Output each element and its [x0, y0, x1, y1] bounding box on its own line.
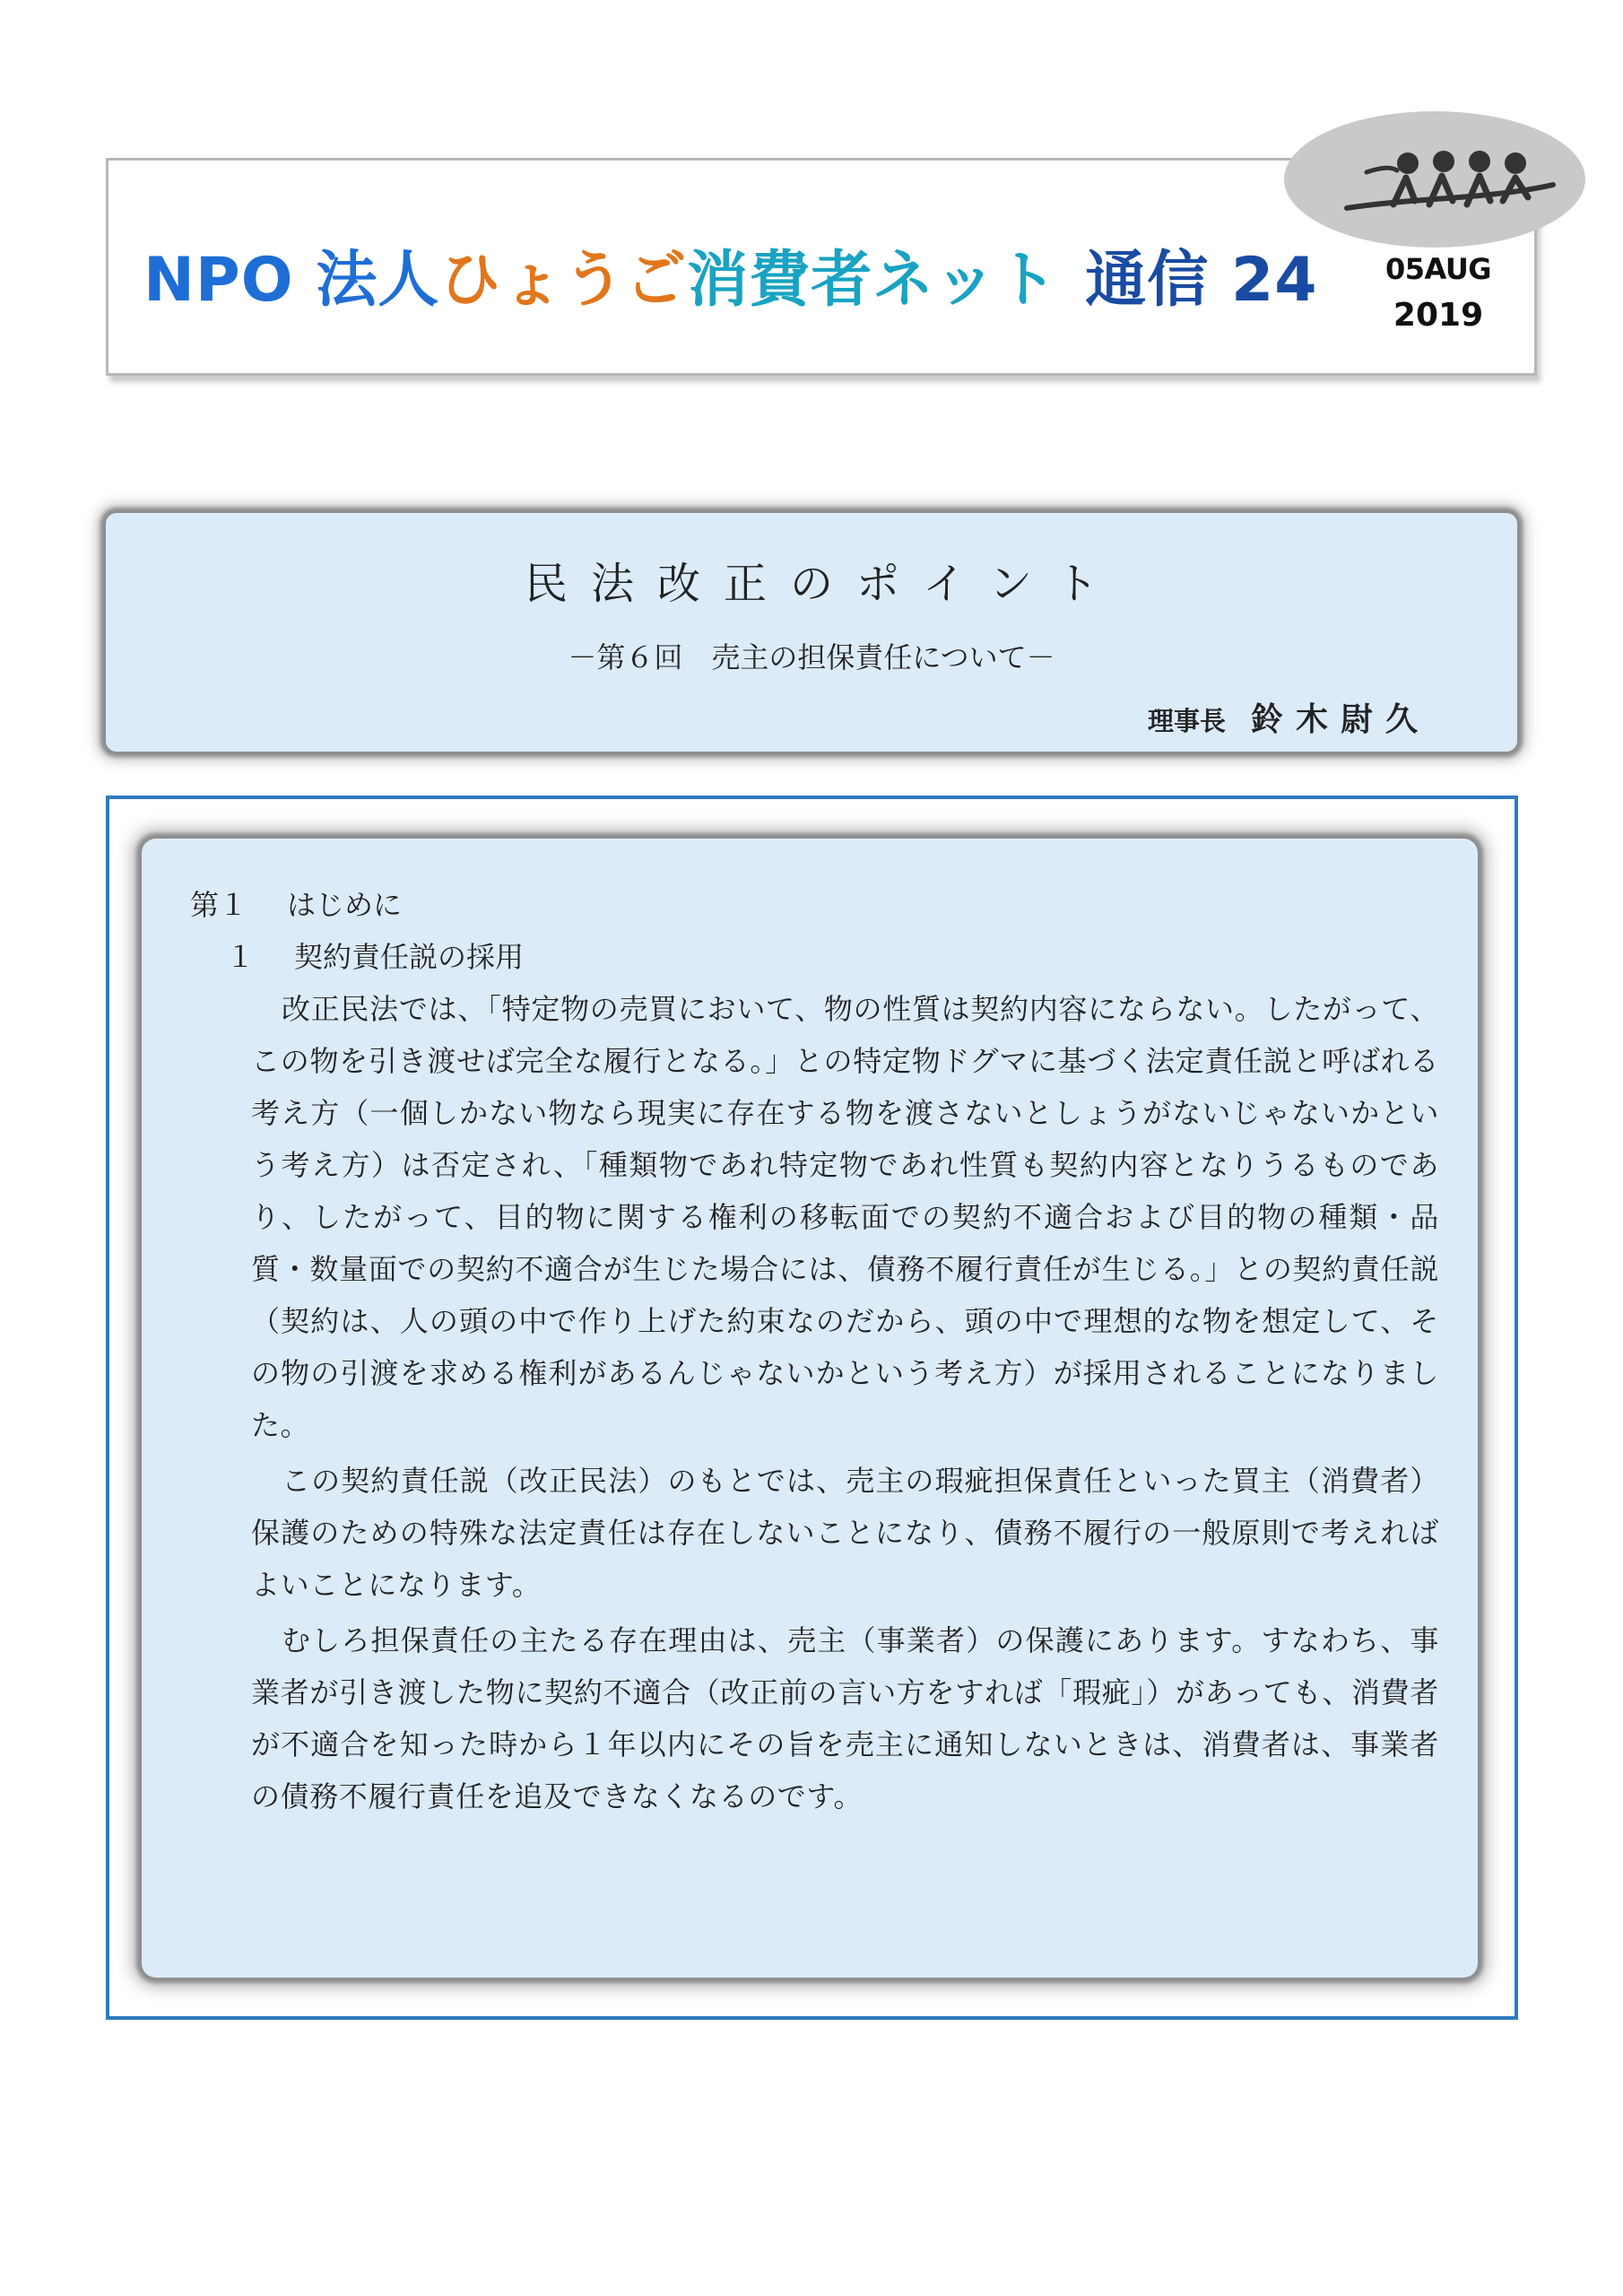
issue-date-year: 2019	[1393, 297, 1484, 334]
people-group-logo-icon	[1284, 111, 1585, 248]
author-role: 理事長	[1148, 706, 1227, 736]
subsection-number: １	[226, 940, 256, 974]
body-paragraph: 改正民法では、「特定物の売買において、物の性質は契約内容にならない。したがって、この物を引き渡せば完全な履行となる。」との特定物ドグマに基づく法定責任説と呼ばれる考え方（一個しかない物なら現実に存在する物を渡さないとしょうがないじゃないかという考え方）は否定され、「種類物であれ特定物であれ性質も契約内容となりうるものであり、したがって、目的物に関する権利の移転面での契約不適合および目的物の種類・品質・数量面での契約不適合が生じた場合には、債務不履行責任が生じる。」との契約責任説（契約は、人の頭の中で作り上げた約束なのだから、頭の中で理想的な物を想定して、その物の引渡を求める権利があるんじゃないかという考え方）が採用されることになりました。	[251, 992, 1439, 1442]
article-title: 民法改正のポイント	[524, 559, 1122, 609]
body-paragraph: この契約責任説（改正民法）のもとでは、売主の瑕疵担保責任といった買主（消費者）保護のための特殊な法定責任は存在しないことになり、債務不履行の一般原則で考えればよいことになります。	[251, 1464, 1439, 1602]
article-subtitle: －第６回 売主の担保責任について－	[568, 640, 1055, 674]
newsletter-title	[143, 240, 1318, 321]
subsection-heading	[188, 931, 1439, 983]
issue-date-day-month: 05AUG	[1385, 252, 1492, 286]
author-name: 鈴木尉久	[1251, 701, 1431, 738]
subsection-title: 契約責任説の採用	[294, 940, 525, 974]
article-body	[188, 879, 1439, 1822]
title-issue-number: 通信 24	[1085, 245, 1318, 316]
article-author	[1148, 694, 1430, 740]
section-title: はじめに	[287, 888, 403, 922]
title-npo: NPO 法人	[143, 245, 440, 316]
title-hyogo: ひょうご	[439, 245, 688, 316]
section-heading	[188, 879, 1439, 931]
body-paragraph: むしろ担保責任の主たる存在理由は、売主（事業者）の保護にあります。すなわち、事業者が引き渡した物に契約不適合（改正前の言い方をすれば「瑕疵」）があっても、消費者が不適合を知った時から１年以内にその旨を売主に通知しないときは、消費者は、事業者の債務不履行責任を追及できなくなるのです。	[251, 1623, 1439, 1813]
section-number: 第１	[190, 888, 248, 922]
title-consumer-net: 消費者ネット	[687, 245, 1059, 316]
issue-date	[1385, 246, 1491, 339]
